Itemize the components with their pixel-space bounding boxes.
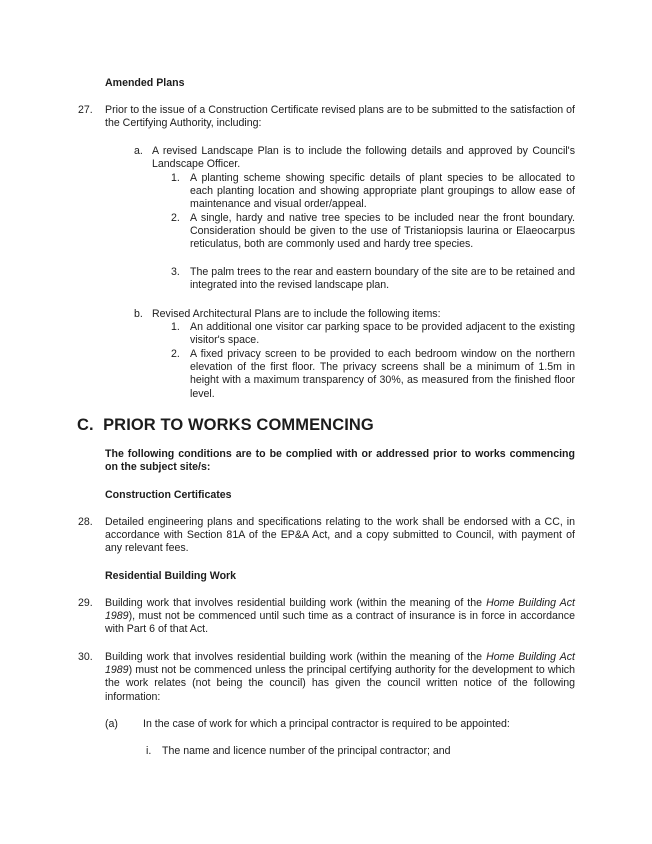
condition-29-text (105, 597, 575, 637)
condition-27-number: 27. (78, 104, 93, 116)
condition-30a-text: In the case of work for which a principal contractor is required to be appointed: (143, 718, 510, 730)
item-b-text: Revised Architectural Plans are to include the following items: (152, 308, 441, 320)
section-heading-construction-certificates: Construction Certificates (105, 489, 232, 501)
item-a3-text: The palm trees to the rear and eastern boundary of the site are to be retained and integrated into the revised landscape plan. (190, 266, 575, 292)
condition-30-text (105, 651, 575, 704)
condition-29-text-part-1: Building work that involves residential building work (within the meaning of the (105, 597, 487, 609)
item-a-label: a. (134, 145, 143, 157)
item-a2-number: 2. (171, 212, 180, 224)
condition-30a-i-label: i. (146, 745, 152, 757)
condition-27-text: Prior to the issue of a Construction Certificate revised plans are to be submitted to the satisfaction of the Certifying Authority, including: (105, 104, 575, 130)
item-b-label: b. (134, 308, 143, 320)
condition-30-number: 30. (78, 651, 93, 663)
item-a1-text: A planting scheme showing specific details of plant species to be allocated to each planting location and showing appropriate plant groupings to allow ease of maintenance and visual order/appeal. (190, 172, 575, 211)
item-a1-number: 1. (171, 172, 180, 184)
section-c-heading: C. PRIOR TO WORKS COMMENCING (77, 416, 374, 434)
condition-30-text-part-1: Building work that involves residential building work (within the meaning of the (105, 651, 487, 663)
condition-30a-i-text: The name and licence number of the principal contractor; and (162, 745, 451, 757)
section-heading-residential-building-work: Residential Building Work (105, 570, 237, 582)
condition-30-act-name: Home Building Act 1989 (105, 651, 575, 677)
item-b2-number: 2. (171, 348, 180, 360)
section-heading-amended-plans: Amended Plans (105, 77, 185, 89)
condition-29-text-part-2: ), must not be commenced until such time as a contract of insurance is in force in accordance with Part 6 of that Act. (105, 610, 575, 636)
condition-28-text: Detailed engineering plans and specifications relating to the work shall be endorsed with a CC, in accordance with Section 81A of the EP&A Act, and a copy submitted to Council, with payment of any relevant fees. (105, 516, 575, 555)
condition-29-act-name: Home Building Act 1989 (105, 597, 575, 623)
item-b1-number: 1. (171, 321, 180, 333)
condition-30a-label: (a) (105, 718, 118, 730)
condition-29-number: 29. (78, 597, 93, 609)
item-a3-number: 3. (171, 266, 180, 278)
condition-28-number: 28. (78, 516, 93, 528)
section-c-intro: The following conditions are to be complied with or addressed prior to works commencing on the subject site/s: (105, 448, 575, 474)
item-a2-text: A single, hardy and native tree species to be included near the front boundary. Consideration should be given to the use of Tristaniopsis laurina or Elaeocarpus reticulatus, both are commonly used and hardy tree species. (190, 212, 575, 251)
item-b2-text: A fixed privacy screen to be provided to each bedroom window on the northern elevation of the first floor. The privacy screens shall be a minimum of 1.5m in height with a maximum transparency of 30%, as measured from the finished floor level. (190, 348, 575, 400)
condition-30-text-part-2: ) must not be commenced unless the principal certifying authority for the development to which the work relates (not being the council) has given the council written notice of the following information: (105, 664, 575, 703)
item-b1-text: An additional one visitor car parking space to be provided adjacent to the existing visitor's space. (190, 321, 575, 347)
item-a-text: A revised Landscape Plan is to include the following details and approved by Council's Landscape Officer. (152, 145, 575, 171)
